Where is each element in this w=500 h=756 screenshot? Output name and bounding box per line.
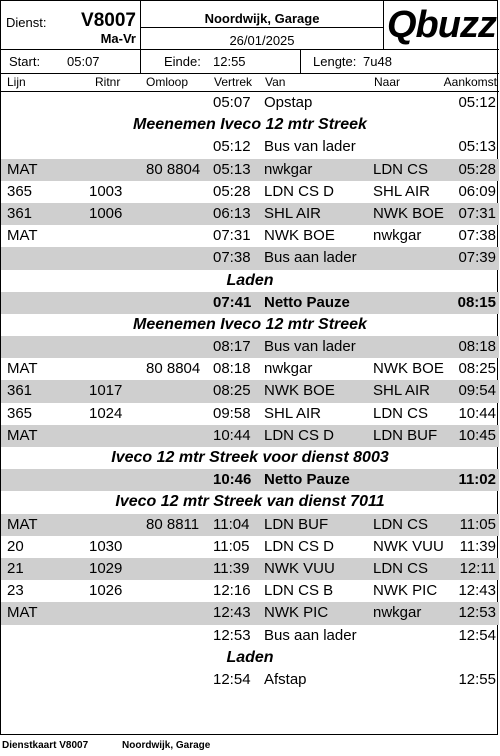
cell-van: NWK PIC [264, 604, 329, 622]
trip-row [1, 203, 499, 225]
info-strip [1, 49, 499, 73]
cell-naar: nwkgar [373, 227, 422, 245]
cell-vertrek: 12:43 [213, 604, 251, 622]
cell-van: SHL AIR [264, 404, 321, 422]
cell-lijn: 20 [7, 537, 24, 555]
cell-aankomst: 06:09 [458, 182, 496, 200]
cell-van: Netto Pauze [264, 471, 350, 489]
cell-aankomst: 10:45 [458, 426, 496, 444]
cell-vertrek: 12:16 [213, 582, 251, 600]
cell-aankomst: 12:43 [458, 582, 496, 600]
cell-vertrek: 07:38 [213, 249, 251, 267]
cell-lijn: 361 [7, 204, 33, 222]
trip-row [1, 92, 499, 114]
cell-van: NWK BOE [264, 382, 335, 400]
cell-aankomst: 05:28 [458, 160, 496, 178]
cell-van: Netto Pauze [264, 293, 350, 311]
cell-vertrek: 08:25 [213, 382, 251, 400]
section-header [1, 647, 499, 669]
pauze-row [1, 292, 499, 314]
cell-lijn: MAT [7, 426, 38, 444]
cell-van: Bus van lader [264, 138, 356, 156]
cell-van: Bus aan lader [264, 626, 357, 644]
start-label: Start: [9, 54, 41, 69]
location-date-cell [141, 1, 384, 49]
col-lijn: Lijn [7, 75, 26, 89]
trip-row [1, 558, 499, 580]
cell-aankomst: 09:54 [458, 382, 496, 400]
col-omloop: Omloop [146, 75, 189, 89]
trip-row [1, 380, 499, 402]
cell-vertrek: 10:44 [213, 426, 251, 444]
einde-value: 12:55 [213, 54, 246, 69]
trip-row [1, 669, 499, 691]
trip-row [1, 336, 499, 358]
cell-ritnr: 1003 [89, 182, 123, 200]
cell-naar: NWK BOE [373, 360, 444, 378]
section-title: Laden [226, 271, 274, 289]
trip-row [1, 625, 499, 647]
cell-lijn: MAT [7, 160, 38, 178]
cell-van: SHL AIR [264, 204, 321, 222]
cell-aankomst: 12:55 [458, 670, 496, 688]
cell-van: nwkgar [264, 160, 313, 178]
lengte-value: 7u48 [363, 54, 392, 69]
cell-aankomst: 10:44 [458, 404, 496, 422]
cell-lijn: MAT [7, 515, 38, 533]
cell-van: Bus aan lader [264, 249, 357, 267]
cell-vertrek: 11:05 [213, 537, 250, 555]
section-header [1, 314, 499, 336]
cell-vertrek: 08:18 [213, 360, 251, 378]
trip-row [1, 159, 499, 181]
cell-lijn: 365 [7, 182, 33, 200]
einde-cell [141, 50, 301, 73]
cell-naar: LDN BUF [373, 426, 438, 444]
trip-row [1, 536, 499, 558]
section-title: Meenemen Iveco 12 mtr Streek [133, 116, 367, 134]
cell-vertrek: 07:31 [213, 227, 251, 245]
qbuzz-logo: Qbuzz [387, 4, 496, 46]
cell-vertrek: 06:13 [213, 204, 251, 222]
trip-row [1, 602, 499, 624]
cell-aankomst: 11:39 [459, 537, 496, 555]
cell-vertrek: 10:46 [213, 471, 252, 489]
cell-vertrek: 05:13 [213, 160, 251, 178]
pauze-row [1, 469, 499, 491]
col-naar: Naar [374, 75, 401, 89]
cell-naar: nwkgar [373, 604, 422, 622]
location: Noordwijk, Garage [204, 11, 320, 26]
divider [141, 27, 383, 28]
section-title: Meenemen Iveco 12 mtr Streek [133, 315, 367, 333]
cell-naar: LDN CS [373, 160, 429, 178]
trip-row [1, 181, 499, 203]
cell-aankomst: 08:15 [457, 293, 496, 311]
trip-row [1, 136, 499, 158]
cell-ritnr: 1024 [89, 404, 123, 422]
trip-row [1, 358, 499, 380]
schedule-rows [1, 92, 499, 691]
cell-van: Afstap [264, 670, 307, 688]
cell-ritnr: 1026 [89, 582, 123, 600]
header [1, 1, 499, 49]
cell-naar: LDN CS [373, 515, 429, 533]
lengte-cell [301, 50, 499, 73]
start-value: 05:07 [67, 54, 100, 69]
cell-aankomst: 07:31 [458, 204, 496, 222]
start-cell [1, 50, 141, 73]
cell-vertrek: 12:53 [213, 626, 251, 644]
col-van: Van [265, 75, 286, 89]
section-header [1, 270, 499, 292]
section-header [1, 447, 499, 469]
cell-aankomst: 12:11 [459, 559, 496, 577]
cell-omloop: 80 8811 [146, 515, 200, 533]
logo-cell [384, 1, 499, 49]
dienst-label: Dienst: [6, 15, 47, 30]
cell-naar: NWK PIC [373, 582, 438, 600]
cell-aankomst: 11:05 [459, 515, 496, 533]
cell-van: LDN BUF [264, 515, 329, 533]
cell-ritnr: 1017 [89, 382, 123, 400]
cell-van: LDN CS D [264, 426, 335, 444]
col-aankomst: Aankomst [443, 75, 497, 89]
date: 26/01/2025 [229, 33, 295, 48]
cell-van: LDN CS D [264, 182, 335, 200]
cell-omloop: 80 8804 [146, 360, 201, 378]
cell-vertrek: 11:39 [213, 559, 250, 577]
lengte-label: Lengte: [313, 54, 357, 69]
cell-van: nwkgar [264, 360, 313, 378]
section-title: Iveco 12 mtr Streek van dienst 7011 [115, 493, 385, 511]
cell-lijn: MAT [7, 604, 38, 622]
cell-ritnr: 1029 [89, 559, 123, 577]
section-title: Laden [226, 648, 274, 666]
trip-row [1, 403, 499, 425]
cell-van: Bus van lader [264, 338, 356, 356]
footer-dienstkaart: Dienstkaart V8007 [2, 740, 89, 751]
column-headers [1, 73, 499, 92]
cell-lijn: MAT [7, 227, 38, 245]
cell-van: LDN CS D [264, 537, 335, 555]
cell-naar: SHL AIR [373, 182, 430, 200]
cell-lijn: 21 [7, 559, 24, 577]
cell-van: LDN CS B [264, 582, 334, 600]
cell-ritnr: 1030 [89, 537, 123, 555]
col-ritnr: Ritnr [95, 75, 121, 89]
cell-van: NWK VUU [264, 559, 335, 577]
cell-vertrek: 05:28 [213, 182, 251, 200]
cell-van: NWK BOE [264, 227, 335, 245]
cell-vertrek: 11:04 [213, 515, 250, 533]
section-title: Iveco 12 mtr Streek voor dienst 8003 [111, 449, 389, 466]
dienst-cell [1, 1, 141, 49]
dienst-days: Ma-Vr [100, 31, 136, 46]
section-header [1, 114, 499, 136]
cell-van: Opstap [264, 94, 313, 111]
cell-aankomst: 12:53 [458, 604, 496, 622]
cell-vertrek: 05:07 [213, 94, 251, 111]
cell-lijn: MAT [7, 360, 38, 378]
cell-vertrek: 05:12 [213, 138, 251, 156]
cell-vertrek: 09:58 [213, 404, 251, 422]
cell-naar: LDN CS [373, 559, 429, 577]
trip-row [1, 225, 499, 247]
trip-row [1, 247, 499, 269]
cell-aankomst: 07:38 [458, 227, 496, 245]
cell-aankomst: 11:02 [458, 471, 496, 489]
col-vertrek: Vertrek [214, 75, 253, 89]
cell-naar: LDN CS [373, 404, 429, 422]
cell-vertrek: 08:17 [213, 338, 251, 356]
cell-lijn: 365 [7, 404, 33, 422]
cell-vertrek: 12:54 [213, 670, 251, 688]
einde-label: Einde: [164, 54, 201, 69]
cell-lijn: 361 [7, 382, 33, 400]
cell-aankomst: 05:13 [458, 138, 496, 156]
cell-aankomst: 12:54 [458, 626, 496, 644]
trip-row [1, 425, 499, 447]
cell-omloop: 80 8804 [146, 160, 201, 178]
cell-aankomst: 05:12 [458, 94, 496, 111]
trip-row [1, 580, 499, 602]
cell-aankomst: 07:39 [458, 249, 496, 267]
cell-lijn: 23 [7, 582, 24, 600]
cell-naar: NWK BOE [373, 204, 444, 222]
cell-ritnr: 1006 [89, 204, 123, 222]
cell-naar: NWK VUU [373, 537, 444, 555]
cell-aankomst: 08:25 [458, 360, 496, 378]
trip-row [1, 514, 499, 536]
cell-aankomst: 08:18 [458, 338, 496, 356]
cell-vertrek: 07:41 [213, 293, 252, 311]
footer-location: Noordwijk, Garage [122, 740, 211, 751]
cell-naar: SHL AIR [373, 382, 430, 400]
section-header [1, 491, 499, 513]
dienst-number: V8007 [81, 10, 136, 31]
